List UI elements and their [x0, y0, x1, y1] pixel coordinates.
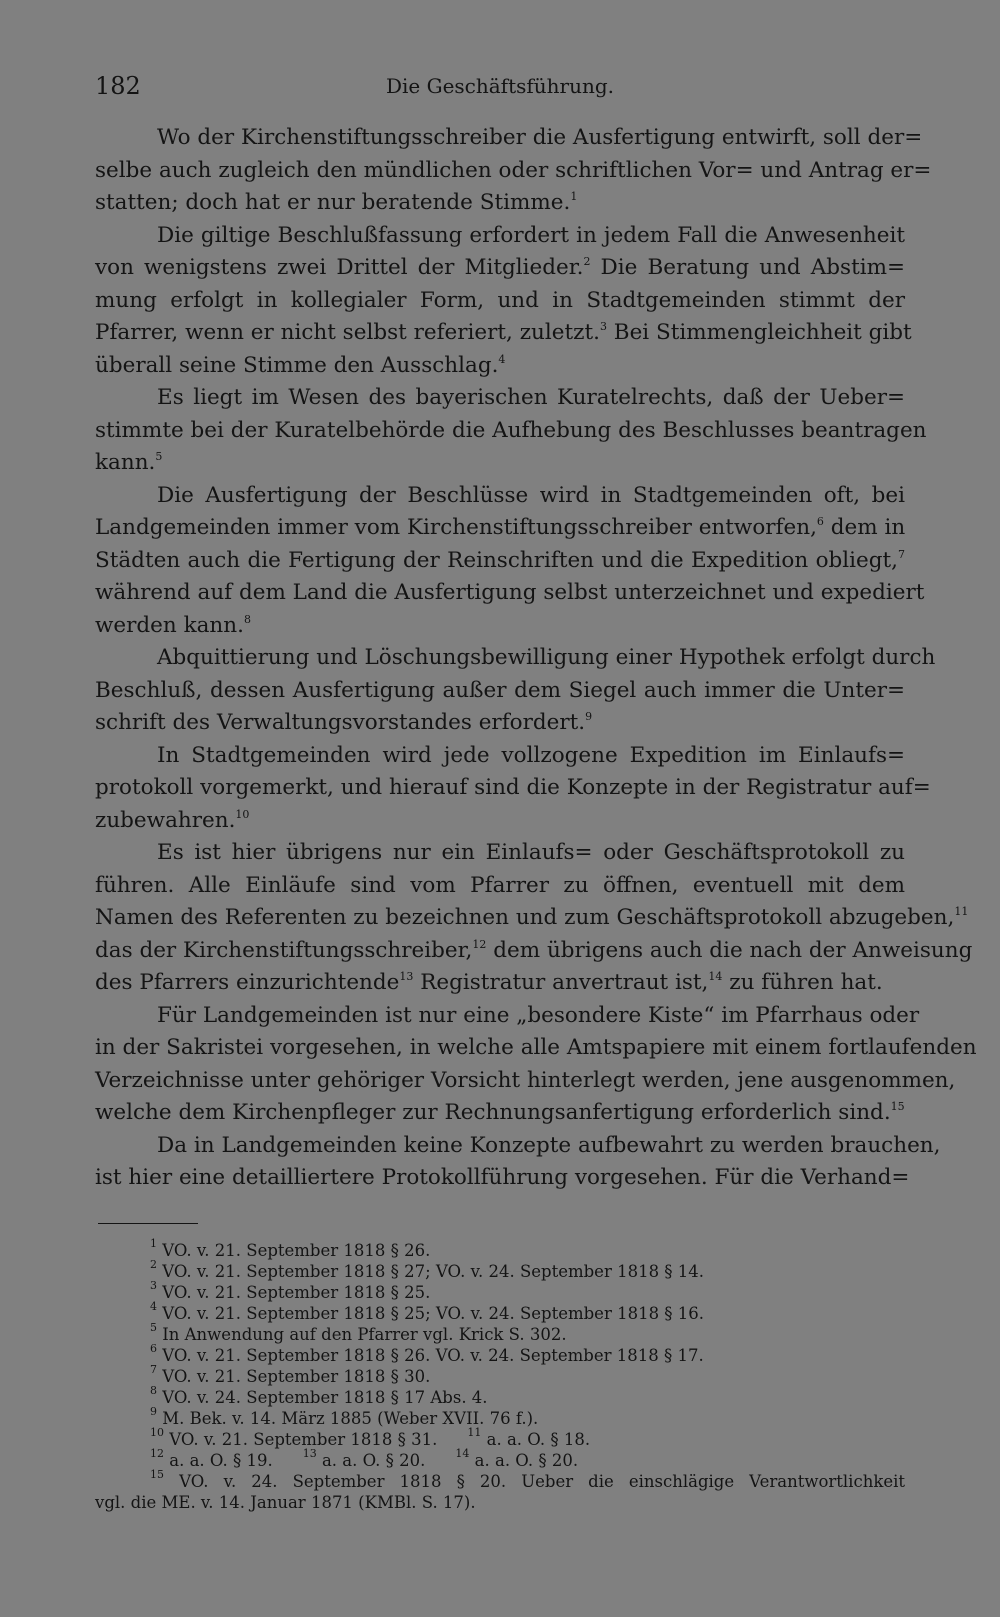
text-line: überall seine Stimme den Ausschlag.$^4$	[95, 352, 506, 378]
text-line: das der Kirchenstiftungsschreiber,$^{12}$ dem übrigens auch die nach der Anweisung	[95, 937, 973, 963]
text-line: werden kann.$^8$	[95, 612, 251, 638]
text-line: Städten auch die Fertigung der Reinschriften und die Expedition obliegt,$^7$	[95, 547, 905, 573]
footnote-ref[interactable]: 12	[472, 937, 487, 951]
text-line: führen. Alle Einläufe sind vom Pfarrer zu öffnen, eventuell mit dem	[95, 872, 905, 898]
text-line: Die Ausfertigung der Beschlüsse wird in Stadtgemeinden oft, bei	[157, 482, 905, 508]
text-line: von wenigstens zwei Drittel der Mitglieder.$^2$ Die Beratung und Abstim=	[95, 255, 905, 280]
text-line: statten; doch hat er nur beratende Stimme.$^1$	[95, 190, 578, 215]
footnote-ref[interactable]: 11	[954, 905, 969, 918]
page-header	[95, 66, 905, 106]
page-number: 182	[95, 72, 141, 100]
footnote: $^2$ VO. v. 21. September 1818 § 27; VO. v. 24. September 1818 § 14.	[150, 1258, 705, 1281]
text-line: Landgemeinden immer vom Kirchenstiftungsschreiber entworfen,$^6$ dem in	[95, 515, 906, 540]
footnote: $^9$ M. Bek. v. 14. März 1885 (Weber XVII. 76 f.).	[150, 1405, 539, 1428]
text-line: Abquittierung und Löschungsbewilligung einer Hypothek erfolgt durch	[157, 645, 936, 670]
text-line: ist hier eine detailliertere Protokollführung vorgesehen. Für die Verhand=	[95, 1165, 910, 1190]
footnote-ref[interactable]: 9	[585, 710, 593, 723]
footnote: $^7$ VO. v. 21. September 1818 § 30.	[150, 1363, 431, 1386]
text-line: Beschluß, dessen Ausfertigung außer dem Siegel auch immer die Unter=	[95, 677, 905, 703]
footnote-ref[interactable]: 1	[570, 190, 578, 203]
footnote: $^3$ VO. v. 21. September 1818 § 25.	[150, 1279, 431, 1302]
text-line: Da in Landgemeinden keine Konzepte aufbewahrt zu werden brauchen,	[157, 1132, 941, 1158]
text-line: während auf dem Land die Ausfertigung selbst unterzeichnet und expediert	[95, 580, 925, 605]
footnote: $^{10}$ VO. v. 21. September 1818 § 31. $^{11}$ a. a. O. § 18.	[150, 1426, 591, 1449]
text-line: protokoll vorgemerkt, und hierauf sind die Konzepte in der Registratur auf=	[95, 775, 931, 800]
footnote-ref[interactable]: 3	[599, 320, 607, 333]
text-line: Pfarrer, wenn er nicht selbst referiert, zuletzt.$^3$ Bei Stimmengleichheit gibt	[95, 320, 912, 345]
text-line: Es liegt im Wesen des bayerischen Kuratelrechts, daß der Ueber=	[157, 385, 905, 410]
footnote-ref[interactable]: 5	[155, 450, 163, 463]
footnote: $^{15}$ VO. v. 24. September 1818 § 20. Ueber die einschlägige Verantwortlichkeit	[150, 1468, 906, 1491]
footnote: $^8$ VO. v. 24. September 1818 § 17 Abs. 4.	[150, 1384, 488, 1407]
text-line: mung erfolgt in kollegialer Form, und in Stadtgemeinden stimmt der	[95, 287, 905, 313]
footnote-ref[interactable]: 15	[890, 1100, 905, 1113]
footnote-ref[interactable]: 13	[399, 970, 414, 983]
footnote-divider	[98, 1223, 198, 1224]
footnote-ref[interactable]: 8	[243, 612, 251, 626]
footnote-ref[interactable]: 14	[708, 970, 723, 983]
footnote-ref[interactable]: 2	[583, 255, 591, 268]
text-line: Verzeichnisse unter gehöriger Vorsicht hinterlegt werden, jene ausgenommen,	[95, 1067, 956, 1093]
footnote: $^4$ VO. v. 21. September 1818 § 25; VO. v. 24. September 1818 § 16.	[150, 1300, 705, 1323]
footnote-ref[interactable]: 10	[235, 807, 250, 821]
footnote-ref[interactable]: 6	[816, 515, 824, 528]
text-line: kann.$^5$	[95, 450, 163, 475]
text-line: zubewahren.$^{10}$	[95, 807, 250, 833]
footnote: $^1$ VO. v. 21. September 1818 § 26.	[150, 1237, 431, 1260]
text-line: selbe auch zugleich den mündlichen oder schriftlichen Vor= und Antrag er=	[95, 157, 932, 183]
text-line: des Pfarrers einzurichtende$^{13}$ Registratur anvertraut ist,$^{14}$ zu führen hat.	[95, 970, 883, 995]
text-line: Es ist hier übrigens nur ein Einlaufs= oder Geschäftsprotokoll zu	[157, 840, 905, 865]
footnotes	[95, 1237, 906, 1513]
text-line: Die giltige Beschlußfassung erfordert in jedem Fall die Anwesenheit	[157, 222, 905, 248]
footnote-ref[interactable]: 4	[498, 352, 506, 366]
footnote-ref[interactable]: 7	[898, 547, 905, 561]
footnote-continuation: vgl. die ME. v. 14. Januar 1871 (KMBl. S. 17).	[95, 1493, 476, 1512]
text-line: schrift des Verwaltungsvorstandes erfordert.$^9$	[95, 710, 593, 735]
body-text	[95, 122, 977, 1195]
text-line: Namen des Referenten zu bezeichnen und zum Geschäftsprotokoll abzugeben,$^{11}$	[95, 905, 969, 930]
text-line: Für Landgemeinden ist nur eine „besondere Kiste“ im Pfarrhaus oder	[157, 1002, 920, 1028]
text-line: welche dem Kirchenpfleger zur Rechnungsanfertigung erforderlich sind.$^{15}$	[95, 1100, 905, 1125]
footnote: $^{12}$ a. a. O. § 19. $^{13}$ a. a. O. § 20. $^{14}$ a. a. O. § 20.	[150, 1447, 579, 1470]
footnote: $^6$ VO. v. 21. September 1818 § 26. VO. v. 24. September 1818 § 17.	[150, 1342, 704, 1365]
text-line: in der Sakristei vorgesehen, in welche alle Amtspapiere mit einem fortlaufenden	[95, 1035, 977, 1060]
running-head: Die Geschäftsführung.	[385, 74, 615, 98]
text-line: In Stadtgemeinden wird jede vollzogene Expedition im Einlaufs=	[157, 742, 905, 768]
text-line: stimmte bei der Kuratelbehörde die Aufhebung des Beschlusses beantragen	[95, 417, 927, 443]
footnote: $^5$ In Anwendung auf den Pfarrer vgl. Krick S. 302.	[150, 1321, 567, 1344]
text-line: Wo der Kirchenstiftungsschreiber die Ausfertigung entwirft, soll der=	[157, 125, 923, 150]
